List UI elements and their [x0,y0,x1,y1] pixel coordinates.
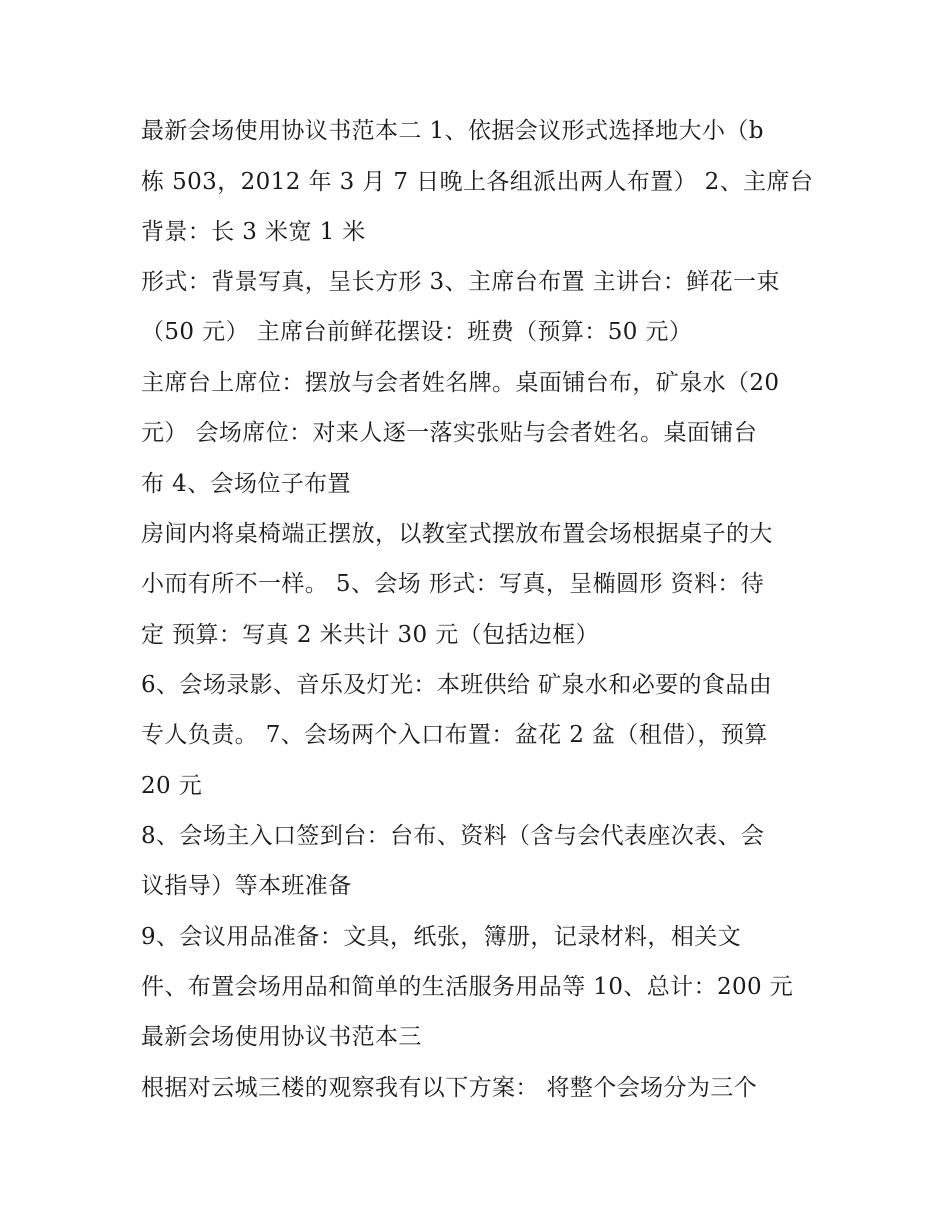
text-line: 6、会场录影、音乐及灯光：本班供给 矿泉水和必要的食品由 [141,672,773,698]
text-line: 定 预算：写真 2 米共计 30 元（包括边框） [141,622,600,648]
text-line: 背景：长 3 米宽 1 米 [141,219,366,245]
section-heading: 最新会场使用协议书范本三 [141,1024,422,1050]
text-line: 议指导）等本班准备 [141,873,352,899]
text-line: （50 元） 主席台前鲜花摆设：班费（预算：50 元） [141,319,693,345]
text-line: 件、布置会场用品和简单的生活服务用品等 10、总计：200 元 [141,974,794,1000]
text-line: 9、会议用品准备：文具，纸张，簿册，记录材料，相关文 [141,924,742,950]
text-line: 元） 会场席位：对来人逐一落实张贴与会者姓名。桌面铺台 [141,420,758,446]
text-line: 最新会场使用协议书范本二 1、依据会议形式选择地大小（b [141,118,764,144]
text-line: 20 元 [141,773,203,799]
text-line: 8、会场主入口签到台：台布、资料（含与会代表座次表、会 [141,823,765,849]
text-line: 主席台上席位：摆放与会者姓名牌。桌面铺台布，矿泉水（20 [141,370,780,396]
text-line: 房间内将桌椅端正摆放，以教室式摆放布置会场根据桌子的大 [141,521,773,547]
text-line: 小而有所不一样。 5、会场 形式：写真，呈椭圆形 资料：待 [141,571,765,597]
text-line: 根据对云城三楼的观察我有以下方案： 将整个会场分为三个 [141,1075,758,1101]
text-line: 布 4、会场位子布置 [141,471,351,497]
text-line: 栋 503，2012 年 3 月 7 日晚上各组派出两人布置） 2、主席台 [141,169,814,195]
text-line: 专人负责。 7、会场两个入口布置：盆花 2 盆（租借），预算 [141,722,768,748]
text-line: 形式：背景写真，呈长方形 3、主席台布置 主讲台：鲜花一束 [141,269,780,295]
